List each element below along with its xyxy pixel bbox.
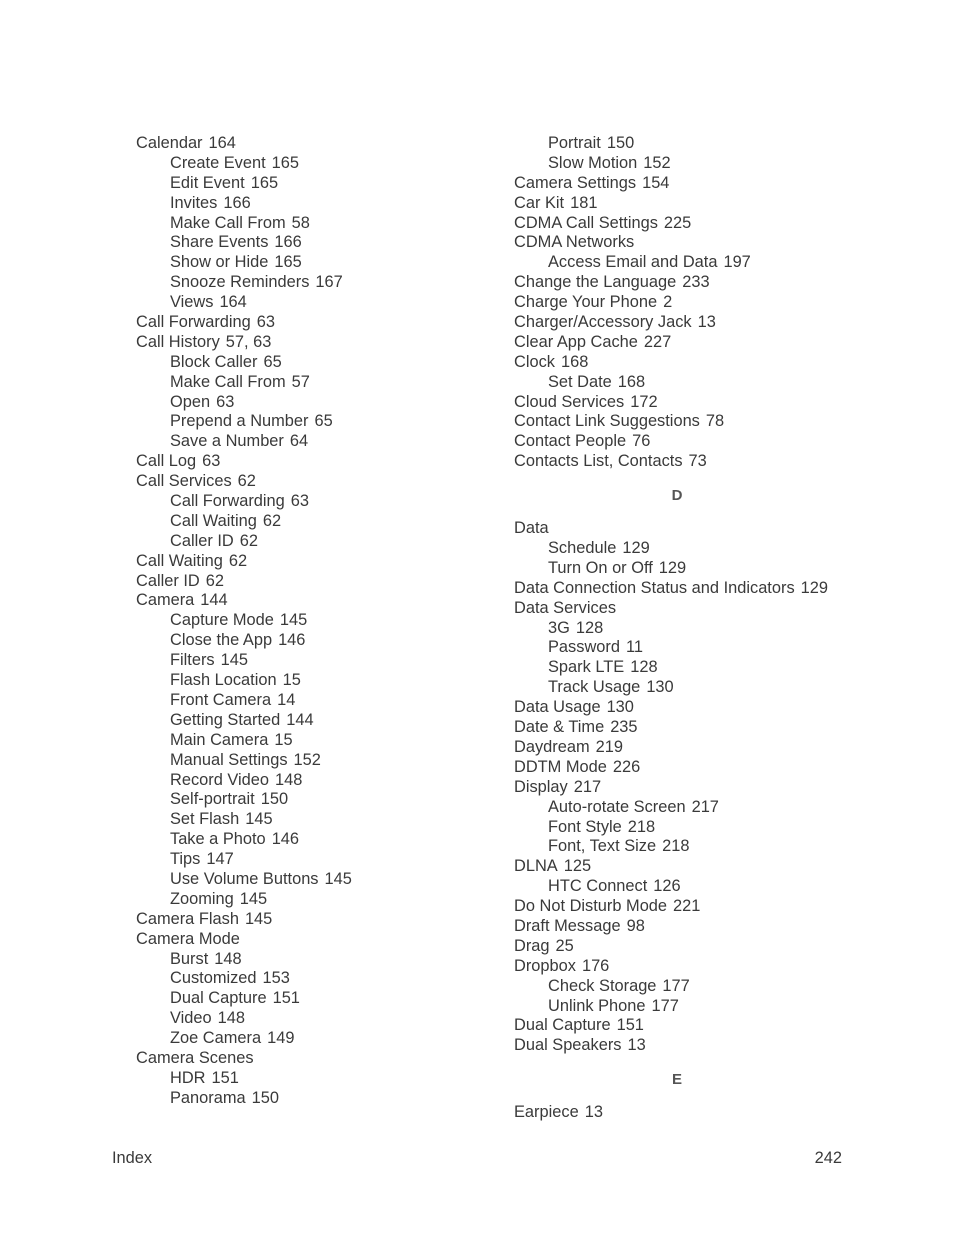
index-subentry: [514, 678, 854, 698]
index-page-ref: 145: [244, 909, 273, 928]
index-term: Spark LTE: [548, 658, 625, 677]
index-page-ref: 150: [606, 134, 635, 152]
index-subentry: [136, 253, 476, 273]
index-term: Snooze Reminders: [170, 273, 310, 292]
index-page-ref: 181: [570, 193, 598, 212]
index-term: Turn On or Off: [548, 558, 653, 577]
index-entry: [514, 599, 854, 619]
index-page-ref: 129: [658, 558, 687, 577]
index-page-ref: 148: [217, 1009, 245, 1028]
index-term: Track Usage: [548, 678, 641, 697]
index-page-ref: 63: [202, 452, 221, 471]
index-subentry: [514, 798, 854, 818]
index-letter-heading: D: [671, 487, 683, 505]
index-page-ref: 78: [705, 412, 725, 431]
index-term: Record Video: [170, 770, 270, 789]
index-term: Tips: [170, 850, 201, 869]
index-term: Password: [548, 638, 620, 657]
index-term: Zooming: [170, 889, 234, 908]
index-term: Show or Hide: [170, 253, 269, 272]
index-subentry: [136, 890, 476, 910]
index-subentry: [136, 691, 476, 711]
index-subentry: [136, 950, 476, 970]
index-page-ref: 144: [200, 591, 228, 610]
index-subentry: [136, 293, 476, 313]
index-page-ref: 168: [561, 352, 589, 371]
index-term: Video: [170, 1009, 212, 1028]
index-page-ref: 221: [673, 897, 701, 916]
index-page-ref: 225: [663, 213, 692, 232]
index-term: Zoe Camera: [170, 1029, 262, 1048]
index-term: Call Forwarding: [136, 313, 251, 332]
index-page-ref: 145: [279, 611, 308, 630]
index-page-ref: 129: [622, 539, 650, 558]
index-subentry: [136, 870, 476, 890]
index-entry: [136, 1049, 476, 1069]
index-entry: [514, 313, 854, 333]
index-page-ref: 148: [214, 949, 242, 968]
index-subentry: [136, 412, 476, 432]
index-subentry: [514, 619, 854, 639]
index-term: Charger/Accessory Jack: [514, 313, 692, 332]
index-page-ref: 197: [723, 253, 751, 272]
index-entry: [514, 1036, 854, 1056]
index-page-ref: 2: [663, 293, 673, 312]
index-subentry: [136, 1029, 476, 1049]
index-page-ref: 128: [575, 618, 604, 637]
index-term: Camera Settings: [514, 173, 637, 192]
index-page-ref: 147: [206, 850, 234, 869]
index-term: Caller ID: [136, 571, 200, 590]
index-subentry: [514, 134, 854, 154]
index-term: Data Connection Status and Indicators: [514, 578, 795, 597]
index-entry: [514, 519, 854, 539]
index-term: Manual Settings: [170, 750, 288, 769]
index-term: Camera Flash: [136, 909, 239, 928]
index-term: Camera Scenes: [136, 1048, 254, 1067]
index-page-ref: 167: [315, 273, 343, 292]
index-page-ref: 165: [250, 173, 279, 192]
index-subentry: [136, 1089, 476, 1109]
index-subentry: [136, 393, 476, 413]
index-term: Filters: [170, 651, 215, 670]
index-term: Call Waiting: [170, 511, 257, 530]
index-term: Access Email and Data: [548, 253, 718, 272]
index-term: Contact Link Suggestions: [514, 412, 700, 431]
index-page-ref: 58: [291, 213, 310, 232]
index-subentry: [136, 214, 476, 234]
index-term: HDR: [170, 1068, 206, 1087]
index-term: HTC Connect: [548, 877, 648, 896]
index-page-ref: 145: [245, 810, 273, 829]
index-term: Create Event: [170, 153, 266, 172]
index-subentry: [136, 194, 476, 214]
index-term: Call History: [136, 332, 220, 351]
index-page-ref: 130: [606, 698, 634, 717]
index-term: Flash Location: [170, 671, 277, 690]
index-entry: [514, 412, 854, 432]
index-page-ref: 130: [646, 678, 674, 697]
index-page-ref: 218: [627, 817, 656, 836]
index-page-ref: 76: [632, 432, 651, 451]
index-term: Check Storage: [548, 976, 657, 995]
index-subentry: [136, 651, 476, 671]
index-entry: [514, 937, 854, 957]
index-term: Data Usage: [514, 698, 601, 717]
index-entry: [136, 591, 476, 611]
index-page-ref: 151: [211, 1068, 239, 1087]
index-entry: [136, 552, 476, 572]
index-entry: [514, 174, 854, 194]
index-term: Set Date: [548, 372, 612, 391]
index-subentry: [136, 1069, 476, 1089]
index-page-ref: 14: [277, 690, 296, 709]
index-entry: [514, 452, 854, 472]
index-subentry: [136, 989, 476, 1009]
index-page-ref: 13: [697, 313, 716, 332]
index-subentry: [514, 658, 854, 678]
index-entry: [514, 1016, 854, 1036]
index-page-ref: 144: [286, 710, 314, 729]
index-entry: [514, 293, 854, 313]
index-term: Data: [514, 519, 549, 538]
index-term: Save a Number: [170, 432, 284, 451]
index-term: Caller ID: [170, 531, 234, 550]
index-entry: [514, 393, 854, 413]
index-entry: [514, 1103, 854, 1123]
index-page-ref: 218: [662, 837, 690, 856]
index-term: Getting Started: [170, 710, 281, 729]
index-page-ref: 73: [688, 452, 707, 471]
index-term: DLNA: [514, 857, 558, 876]
index-subentry: [136, 830, 476, 850]
index-entry: [514, 957, 854, 977]
index-subentry: [514, 997, 854, 1017]
index-term: Panorama: [170, 1088, 246, 1107]
index-entry: [514, 432, 854, 452]
index-page-ref: 164: [219, 293, 247, 312]
index-term: Slow Motion: [548, 153, 638, 172]
index-subentry: [136, 174, 476, 194]
index-subentry: [514, 373, 854, 393]
index-subentry: [136, 154, 476, 174]
index-term: Open: [170, 392, 211, 411]
index-term: Call Log: [136, 452, 197, 471]
index-page-ref: 150: [251, 1088, 279, 1107]
index-term: Burst: [170, 949, 209, 968]
index-column-left: [136, 134, 476, 1109]
index-entry: [514, 857, 854, 877]
index-subentry: [136, 512, 476, 532]
index-term: Use Volume Buttons: [170, 869, 319, 888]
index-page-ref: 129: [800, 578, 828, 597]
index-page-ref: 154: [642, 173, 670, 192]
index-entry: [514, 194, 854, 214]
index-entry: [136, 134, 476, 154]
index-term: Drag: [514, 936, 550, 955]
index-term: Display: [514, 777, 568, 796]
index-column-right: [514, 134, 854, 1123]
index-page-ref: 165: [271, 153, 300, 172]
index-term: Draft Message: [514, 916, 621, 935]
index-entry: [514, 917, 854, 937]
index-term: Contacts List, Contacts: [514, 452, 683, 471]
index-entry: [514, 778, 854, 798]
index-subentry: [514, 977, 854, 997]
index-page-ref: 217: [573, 777, 602, 796]
index-term: Main Camera: [170, 730, 269, 749]
index-page-ref: 152: [643, 153, 671, 172]
index-term: Invites: [170, 193, 218, 212]
index-subentry: [514, 559, 854, 579]
index-term: Edit Event: [170, 173, 245, 192]
index-term: Auto-rotate Screen: [548, 797, 686, 816]
index-entry: [136, 313, 476, 333]
index-subentry: [136, 711, 476, 731]
index-term: Take a Photo: [170, 830, 266, 849]
index-term: Do Not Disturb Mode: [514, 897, 668, 916]
index-term: Views: [170, 293, 214, 312]
index-entry: [514, 333, 854, 353]
footer-section-label: Index: [112, 1149, 153, 1167]
index-entry: [514, 273, 854, 293]
index-page-ref: 64: [289, 432, 309, 451]
index-page-ref: 164: [208, 134, 236, 152]
index-term: Call Forwarding: [170, 492, 285, 511]
index-subentry: [514, 818, 854, 838]
index-entry: [514, 353, 854, 373]
index-page-ref: 65: [263, 352, 282, 371]
index-letter-heading: E: [671, 1071, 682, 1089]
index-entry: [514, 718, 854, 738]
index-page-ref: 15: [274, 730, 293, 749]
index-entry: [136, 452, 476, 472]
index-page-ref: 145: [324, 869, 352, 888]
index-page-ref: 217: [691, 797, 719, 816]
index-page-ref: 166: [274, 233, 302, 252]
index-term: DDTM Mode: [514, 757, 607, 776]
index-subentry: [136, 751, 476, 771]
index-page-ref: 145: [220, 651, 248, 670]
index-subentry: [136, 810, 476, 830]
index-page-ref: 148: [275, 770, 303, 789]
index-page-ref: 57, 63: [225, 332, 272, 351]
index-term: 3G: [548, 618, 570, 637]
index-term: Camera: [136, 591, 195, 610]
index-page-ref: 13: [584, 1103, 603, 1122]
index-subentry: [136, 492, 476, 512]
index-page-ref: 11: [625, 638, 643, 657]
index-page-ref: 151: [616, 1016, 644, 1035]
index-page-ref: 63: [256, 313, 276, 332]
index-entry: [136, 572, 476, 592]
index-term: Customized: [170, 969, 257, 988]
index-subentry: [136, 432, 476, 452]
index-subentry: [136, 1009, 476, 1029]
index-page-ref: 233: [682, 273, 710, 292]
index-subentry: [136, 671, 476, 691]
index-page-ref: 62: [239, 531, 258, 550]
index-term: Camera Mode: [136, 929, 240, 948]
index-term: Dual Capture: [514, 1016, 611, 1035]
index-page-ref: 63: [290, 492, 310, 511]
index-page-ref: 145: [239, 889, 268, 908]
index-entry: [136, 333, 476, 353]
index-subentry: [136, 611, 476, 631]
index-subentry: [136, 771, 476, 791]
index-subentry: [514, 154, 854, 174]
index-subentry: [514, 837, 854, 857]
index-term: Capture Mode: [170, 611, 274, 630]
index-term: Dropbox: [514, 956, 576, 975]
index-subentry: [136, 631, 476, 651]
index-page-ref: 146: [278, 631, 306, 650]
index-page-ref: 25: [555, 936, 574, 955]
index-term: Charge Your Phone: [514, 293, 658, 312]
index-page-ref: 227: [643, 332, 672, 351]
index-term: Portrait: [548, 134, 601, 152]
index-term: Self-portrait: [170, 790, 255, 809]
index-term: Dual Speakers: [514, 1036, 622, 1055]
index-entry: [514, 738, 854, 758]
index-subentry: [136, 969, 476, 989]
index-page-ref: 165: [274, 253, 302, 272]
index-page-ref: 62: [262, 511, 282, 530]
index-entry: [514, 758, 854, 778]
index-page-ref: 172: [630, 392, 658, 411]
index-subentry: [514, 877, 854, 897]
index-page-ref: 63: [216, 392, 235, 411]
index-term: Share Events: [170, 233, 269, 252]
index-term: Data Services: [514, 598, 617, 617]
index-page-ref: 153: [262, 969, 290, 988]
index-term: Front Camera: [170, 690, 272, 709]
index-page-ref: 177: [662, 976, 690, 995]
index-page-ref: 65: [314, 412, 333, 431]
index-page-ref: 98: [626, 916, 645, 935]
index-page-ref: 152: [293, 750, 321, 769]
index-term: Dual Capture: [170, 989, 267, 1008]
index-term: Unlink Phone: [548, 996, 646, 1015]
index-term: Date & Time: [514, 718, 605, 737]
index-subentry: [136, 790, 476, 810]
index-term: Call Services: [136, 472, 232, 491]
index-term: Call Waiting: [136, 551, 223, 570]
index-term: CDMA Call Settings: [514, 213, 658, 232]
index-term: Car Kit: [514, 193, 565, 212]
index-subentry: [514, 638, 854, 658]
index-page-ref: 226: [612, 757, 641, 776]
index-page-ref: 176: [581, 956, 610, 975]
index-subentry: [136, 233, 476, 253]
index-page-ref: 62: [228, 551, 248, 570]
index-term: Make Call From: [170, 213, 286, 232]
index-term: Font Style: [548, 817, 622, 836]
index-term: Calendar: [136, 134, 203, 152]
index-term: Change the Language: [514, 273, 677, 292]
index-term: Earpiece: [514, 1103, 579, 1122]
index-term: Contact People: [514, 432, 627, 451]
index-page-ref: 62: [205, 571, 224, 590]
index-term: Prepend a Number: [170, 412, 309, 431]
index-page-ref: 62: [237, 472, 256, 491]
index-term: Font, Text Size: [548, 837, 657, 856]
index-page-ref: 57: [291, 372, 310, 391]
index-subentry: [514, 539, 854, 559]
index-term: Cloud Services: [514, 392, 625, 411]
index-term: CDMA Networks: [514, 233, 635, 252]
index-subentry: [136, 373, 476, 393]
index-entry: [514, 579, 854, 599]
index-subentry: [136, 850, 476, 870]
index-subentry: [514, 253, 854, 273]
index-subentry: [136, 532, 476, 552]
index-page-ref: 149: [267, 1029, 295, 1048]
index-page-ref: 235: [610, 718, 638, 737]
index-term: Clock: [514, 352, 555, 371]
index-entry: [136, 930, 476, 950]
index-entry: [514, 214, 854, 234]
index-subentry: [136, 731, 476, 751]
index-entry: [514, 698, 854, 718]
index-page-ref: 150: [260, 790, 289, 809]
index-term: Schedule: [548, 539, 617, 558]
index-term: Daydream: [514, 737, 590, 756]
index-subentry: [136, 353, 476, 373]
index-entry: [514, 897, 854, 917]
index-term: Block Caller: [170, 352, 258, 371]
index-page-ref: 128: [630, 658, 658, 677]
index-page-ref: 166: [223, 193, 251, 212]
footer-page-number: 242: [814, 1149, 842, 1167]
index-entry: [514, 233, 854, 253]
index-page-ref: 146: [271, 830, 300, 849]
index-term: Clear App Cache: [514, 332, 638, 351]
index-page-ref: 168: [617, 372, 646, 391]
index-page-ref: 13: [627, 1036, 646, 1055]
index-term: Close the App: [170, 631, 273, 650]
index-entry: [136, 472, 476, 492]
index-page-ref: 177: [651, 996, 679, 1015]
index-page-ref: 125: [563, 857, 592, 876]
index-term: Set Flash: [170, 810, 240, 829]
index-term: Make Call From: [170, 372, 286, 391]
index-entry: [136, 910, 476, 930]
index-page-ref: 126: [653, 877, 681, 896]
index-page-ref: 15: [282, 671, 301, 690]
index-subentry: [136, 273, 476, 293]
index-page-ref: 219: [595, 737, 623, 756]
index-page-ref: 151: [272, 989, 300, 1008]
